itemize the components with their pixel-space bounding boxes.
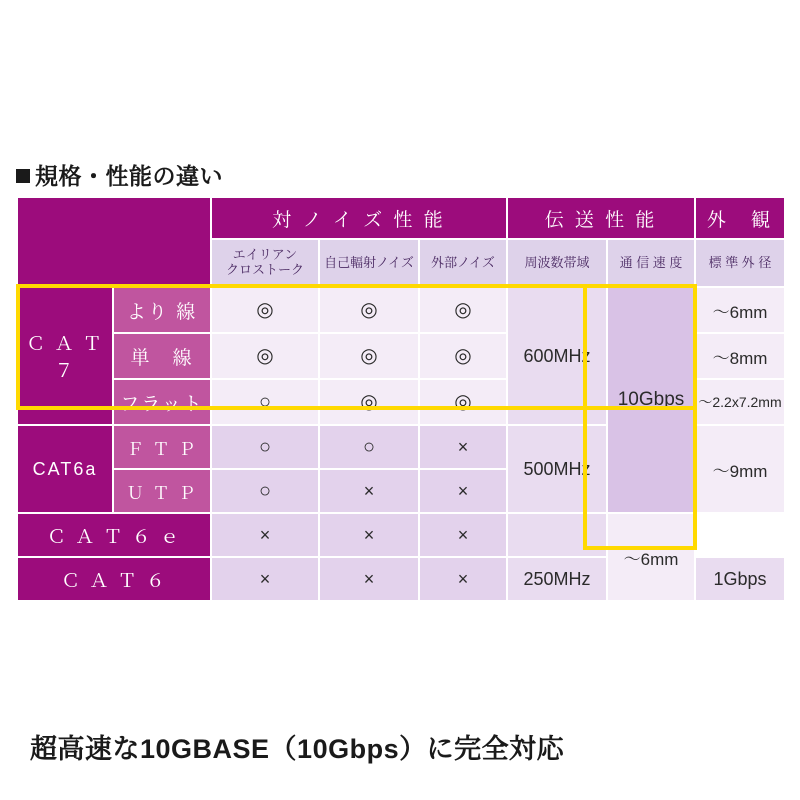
cell-cat7-solid-self: ◎ [319, 333, 419, 379]
group-header-transmission: 伝 送 性 能 [507, 197, 695, 239]
cell-cat7-flat-diameter: 〜2.2x7.2mm [695, 379, 785, 425]
cell-cat7-stranded-diameter: 〜6mm [695, 287, 785, 333]
cell-cat7-solid-external: ◎ [419, 333, 507, 379]
cell-cat7-flat-alien: ○ [211, 379, 319, 425]
row-type-cat6a-ftp: Ｆ Ｔ Ｐ [113, 425, 211, 469]
sub-header-external-noise: 外部ノイズ [419, 239, 507, 287]
cell-cat6-external: × [419, 557, 507, 601]
cell-speed-10gbps: 10Gbps [607, 287, 695, 513]
cell-cat6e-external: × [419, 513, 507, 557]
cell-cat7-flat-external: ◎ [419, 379, 507, 425]
page-title-text: 規格・性能の違い [35, 163, 223, 189]
cell-cat6a-ftp-alien: ○ [211, 425, 319, 469]
group-header-noise: 対 ノ イ ズ 性 能 [211, 197, 507, 239]
sub-header-alien-crosstalk: エイリアン クロストーク [211, 239, 319, 287]
bullet-square-icon [16, 169, 30, 183]
spec-table-container [16, 196, 784, 602]
cell-cat7-stranded-self: ◎ [319, 287, 419, 333]
cell-cat6-frequency: 250MHz [507, 557, 607, 601]
sub-header-frequency: 周波数帯域 [507, 239, 607, 287]
table-row [17, 513, 785, 557]
cell-cat7-solid-alien: ◎ [211, 333, 319, 379]
sub-header-self-radiation: 自己輻射ノイズ [319, 239, 419, 287]
cell-cat6a-frequency: 500MHz [507, 425, 607, 513]
row-type-cat7-flat: フラット [113, 379, 211, 425]
sub-header-speed: 通 信 速 度 [607, 239, 695, 287]
row-label-cat6e: Ｃ Ａ Ｔ ６ ｅ [17, 513, 211, 557]
row-label-cat6a: CAT6a [17, 425, 113, 513]
page-title [16, 158, 223, 191]
cell-cat6a-utp-alien: ○ [211, 469, 319, 513]
cell-cat6a-ftp-self: ○ [319, 425, 419, 469]
cell-cat6e-frequency [507, 513, 607, 557]
cell-cat6e-alien: × [211, 513, 319, 557]
cell-cat6a-ftp-external: × [419, 425, 507, 469]
cell-cat6a-utp-external: × [419, 469, 507, 513]
table-corner-cell [17, 197, 211, 287]
row-type-cat7-solid: 単 線 [113, 333, 211, 379]
cell-cat6e-self: × [319, 513, 419, 557]
cell-cat6-self: × [319, 557, 419, 601]
table-row [17, 287, 785, 333]
cell-cat6a-diameter: 〜9mm [695, 425, 785, 513]
cell-cat7-flat-self: ◎ [319, 379, 419, 425]
cell-cat6-speed: 1Gbps [695, 557, 785, 601]
spec-table [16, 196, 786, 602]
cell-cat6-alien: × [211, 557, 319, 601]
cell-cat6a-utp-self: × [319, 469, 419, 513]
table-group-header-row [17, 197, 785, 239]
row-type-cat7-stranded: より 線 [113, 287, 211, 333]
row-label-cat6: Ｃ Ａ Ｔ ６ [17, 557, 211, 601]
sub-header-diameter: 標 準 外 径 [695, 239, 785, 287]
group-header-appearance: 外 観 [695, 197, 785, 239]
cell-cat7-solid-diameter: 〜8mm [695, 333, 785, 379]
cell-cat7-stranded-external: ◎ [419, 287, 507, 333]
row-label-cat7: Ｃ Ａ Ｔ ７ [17, 287, 113, 425]
cell-cat7-frequency: 600MHz [507, 287, 607, 425]
row-type-cat6a-utp: Ｕ Ｔ Ｐ [113, 469, 211, 513]
cell-cat6e-diameter: 〜6mm [607, 513, 695, 601]
bottom-caption: 超高速な10GBASE（10Gbps）に完全対応 [30, 734, 565, 764]
cell-cat7-stranded-alien: ◎ [211, 287, 319, 333]
